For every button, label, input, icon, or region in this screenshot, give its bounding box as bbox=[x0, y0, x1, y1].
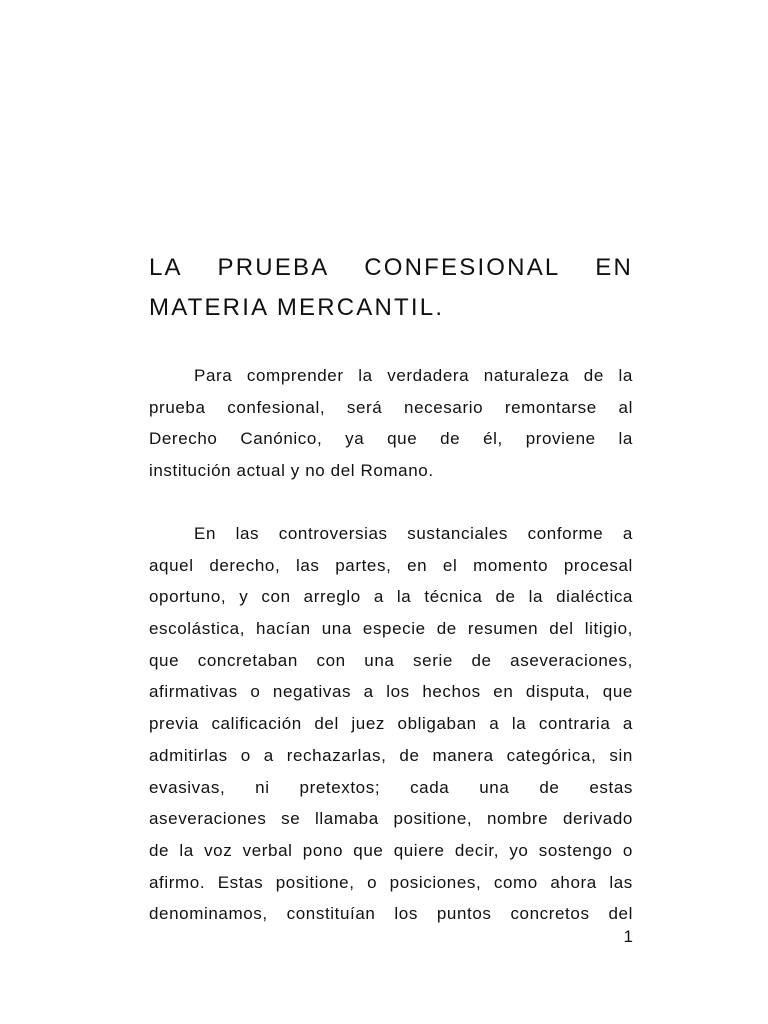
word: estas bbox=[589, 777, 633, 797]
text-line bbox=[149, 708, 633, 740]
word: sostengo bbox=[538, 840, 613, 860]
word: admitirlas bbox=[149, 745, 228, 765]
paragraph-2 bbox=[149, 518, 633, 930]
word: proviene bbox=[525, 429, 596, 449]
word: una bbox=[321, 619, 352, 639]
word: obligaban bbox=[397, 714, 477, 734]
word: en bbox=[493, 682, 514, 702]
word: contraria bbox=[538, 714, 611, 734]
word: una bbox=[479, 777, 510, 797]
word: Canónico, bbox=[240, 429, 323, 449]
word: previa bbox=[149, 714, 199, 734]
word: positione, bbox=[275, 872, 355, 892]
text-line bbox=[149, 835, 633, 867]
word: puntos bbox=[436, 904, 492, 924]
word: o bbox=[240, 745, 251, 765]
text-line bbox=[149, 360, 633, 392]
word: aseveraciones, bbox=[510, 650, 633, 670]
word: del bbox=[608, 904, 633, 924]
word: sustanciales bbox=[407, 524, 509, 543]
word: conforme bbox=[527, 524, 604, 543]
text-line bbox=[149, 581, 633, 613]
word: evasivas, bbox=[149, 777, 226, 797]
word: del bbox=[549, 619, 574, 639]
word: se bbox=[281, 809, 301, 829]
word: los bbox=[386, 682, 410, 702]
word: verdadera bbox=[387, 366, 470, 385]
title-line-1 bbox=[149, 248, 633, 288]
word: disputa, bbox=[525, 682, 591, 702]
word: prueba bbox=[149, 397, 206, 417]
text-line bbox=[149, 898, 633, 930]
word: la bbox=[396, 587, 412, 607]
word: a bbox=[622, 524, 633, 543]
word: confesional, bbox=[227, 397, 326, 417]
word: nombre bbox=[486, 809, 549, 829]
word: a bbox=[363, 682, 374, 702]
word: ya bbox=[345, 429, 365, 449]
word: la bbox=[179, 840, 194, 860]
word: las bbox=[295, 555, 320, 575]
word: de bbox=[495, 587, 516, 607]
word: manera bbox=[432, 745, 494, 765]
word: y bbox=[239, 587, 249, 607]
text-line bbox=[149, 423, 633, 455]
text-line bbox=[149, 613, 633, 645]
word: constituían bbox=[286, 904, 376, 924]
word: derecho, bbox=[209, 555, 281, 575]
word: la bbox=[528, 587, 544, 607]
word: especie bbox=[362, 619, 426, 639]
word: rechazarlas, bbox=[286, 745, 387, 765]
word: resumen bbox=[467, 619, 539, 639]
word: pretextos; bbox=[299, 777, 381, 797]
word: escolástica, bbox=[149, 619, 246, 639]
word: llamaba bbox=[315, 809, 379, 829]
text-line bbox=[149, 550, 633, 582]
word: verbal bbox=[242, 840, 293, 860]
text-line bbox=[149, 803, 633, 835]
paragraph-1 bbox=[149, 360, 633, 487]
word: como bbox=[493, 872, 538, 892]
word: la bbox=[358, 366, 373, 385]
word: el bbox=[442, 555, 458, 575]
word: Para bbox=[194, 366, 233, 385]
word: comprender bbox=[246, 366, 344, 385]
word: categórica, bbox=[506, 745, 597, 765]
word: sin bbox=[609, 745, 633, 765]
word: serie bbox=[413, 650, 453, 670]
word: que bbox=[353, 840, 384, 860]
word: una bbox=[364, 650, 395, 670]
title-word: EN bbox=[595, 254, 633, 281]
text-line bbox=[149, 867, 633, 899]
title-word: LA bbox=[149, 254, 183, 281]
title-word: PRUEBA bbox=[217, 254, 330, 281]
word: decir, bbox=[454, 840, 500, 860]
word: la bbox=[511, 714, 527, 734]
word: la bbox=[618, 366, 633, 385]
word: del bbox=[314, 714, 339, 734]
word: arreglo bbox=[303, 587, 361, 607]
word: de bbox=[399, 745, 420, 765]
word: será bbox=[346, 397, 383, 417]
word: a bbox=[622, 714, 633, 734]
word: juez bbox=[351, 714, 385, 734]
text-line bbox=[149, 518, 633, 550]
word: de bbox=[436, 619, 457, 639]
word: denominamos, bbox=[149, 904, 268, 924]
word: a bbox=[373, 587, 384, 607]
word: Derecho bbox=[149, 429, 218, 449]
word: concretos bbox=[510, 904, 590, 924]
title-line-2: MATERIA MERCANTIL. bbox=[149, 294, 445, 321]
text-line bbox=[149, 772, 633, 804]
word: técnica bbox=[424, 587, 483, 607]
word: oportuno, bbox=[149, 587, 227, 607]
word: litigio, bbox=[584, 619, 633, 639]
word: los bbox=[394, 904, 418, 924]
page-number: 1 bbox=[623, 927, 633, 946]
word: posiciones, bbox=[389, 872, 482, 892]
word: hechos bbox=[422, 682, 481, 702]
word: partes, bbox=[335, 555, 392, 575]
word: o bbox=[622, 840, 633, 860]
word: las bbox=[609, 872, 633, 892]
word: de bbox=[149, 840, 170, 860]
word: voz bbox=[204, 840, 233, 860]
word: momento bbox=[473, 555, 549, 575]
word: de bbox=[471, 650, 492, 670]
title-word: CONFESIONAL bbox=[364, 254, 561, 281]
word: que bbox=[149, 650, 180, 670]
word: ni bbox=[255, 777, 270, 797]
word: negativas bbox=[272, 682, 352, 702]
word: Estas bbox=[217, 872, 264, 892]
word: concretaban bbox=[197, 650, 298, 670]
word: calificación bbox=[211, 714, 302, 734]
word: afirmativas bbox=[149, 682, 238, 702]
word: afirmo. bbox=[149, 872, 206, 892]
word: yo bbox=[509, 840, 529, 860]
word: él, bbox=[483, 429, 503, 449]
word: pono bbox=[302, 840, 343, 860]
word: que bbox=[602, 682, 633, 702]
word: ahora bbox=[550, 872, 597, 892]
word: naturaleza bbox=[483, 366, 570, 385]
text-line bbox=[149, 645, 633, 677]
word: quiere bbox=[393, 840, 445, 860]
word: a bbox=[263, 745, 274, 765]
word: con bbox=[261, 587, 291, 607]
word: o bbox=[367, 872, 378, 892]
word: que bbox=[387, 429, 418, 449]
word: cada bbox=[410, 777, 450, 797]
word: de bbox=[440, 429, 461, 449]
word: positione, bbox=[393, 809, 473, 829]
text-line bbox=[149, 392, 633, 424]
word: o bbox=[250, 682, 261, 702]
word: de bbox=[539, 777, 560, 797]
word: las bbox=[235, 524, 260, 543]
word: a bbox=[489, 714, 500, 734]
word: en bbox=[407, 555, 428, 575]
word: dialéctica bbox=[556, 587, 633, 607]
word: la bbox=[618, 429, 633, 449]
word: En bbox=[194, 524, 216, 543]
word: necesario bbox=[404, 397, 484, 417]
text-line bbox=[149, 676, 633, 708]
word: remontarse bbox=[504, 397, 597, 417]
word: hacían bbox=[256, 619, 311, 639]
word: aquel bbox=[149, 555, 194, 575]
word: aseveraciones bbox=[149, 809, 267, 829]
word: con bbox=[316, 650, 346, 670]
word: de bbox=[583, 366, 604, 385]
document-title bbox=[149, 248, 633, 328]
word: al bbox=[618, 397, 633, 417]
word: controversias bbox=[278, 524, 388, 543]
word: derivado bbox=[562, 809, 633, 829]
text-line: institución actual y no del Romano. bbox=[149, 461, 434, 481]
word: procesal bbox=[563, 555, 633, 575]
text-line bbox=[149, 740, 633, 772]
